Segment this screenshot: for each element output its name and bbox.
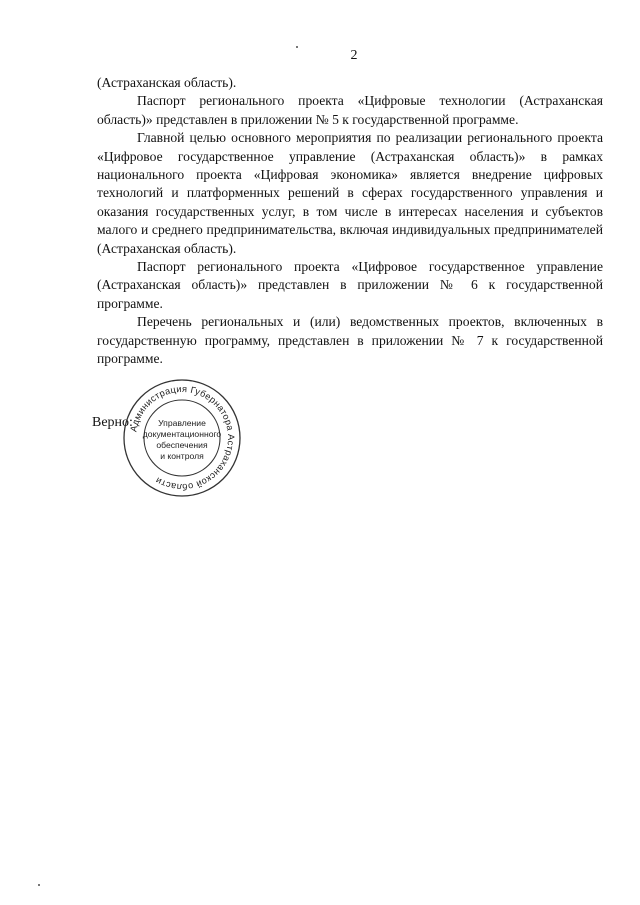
scan-speck [38,884,40,886]
stamp-inner-line: документационного [142,429,222,439]
official-stamp [120,376,244,500]
certification-label: Верно: [92,415,133,430]
paragraph: Главной целью основного мероприятия по реализации регионального проекта «Цифровое государственное управление (Астраханская область)» в рамках национального проекта «Цифровая экономика» является внедрение цифровых технологий и платформенных решений в сферах государственного управления и оказания государственных услуг, в том числе в интересах населения и субъектов малого и среднего предпринимательства, включая индивидуальных предпринимателей (Астраханская область). [97,130,603,256]
stamp-graphic [120,376,244,500]
stamp-inner-line: обеспечения [156,440,208,450]
stamp-inner-line: и контроля [160,451,204,461]
paragraph: Паспорт регионального проекта «Цифровое государственное управление (Астраханская область)» представлен в приложении № 6 к государственной программе. [97,259,603,311]
paragraph: Паспорт регионального проекта «Цифровые технологии (Астраханская область)» представлен в приложении № 5 к государственной программе. [97,93,603,127]
paragraph: Перечень региональных и (или) ведомственных проектов, включенных в государственную программу, представлен в приложении № 7 к государственной программе. [97,314,603,367]
scan-speck [296,46,298,48]
paragraph: (Астраханская область). [97,75,237,90]
document-body [97,74,603,369]
stamp-ring-text: Администрация Губернатора Астраханской области [128,383,237,493]
stamp-inner-line: Управление [158,418,206,428]
page-number: 2 [350,48,358,63]
